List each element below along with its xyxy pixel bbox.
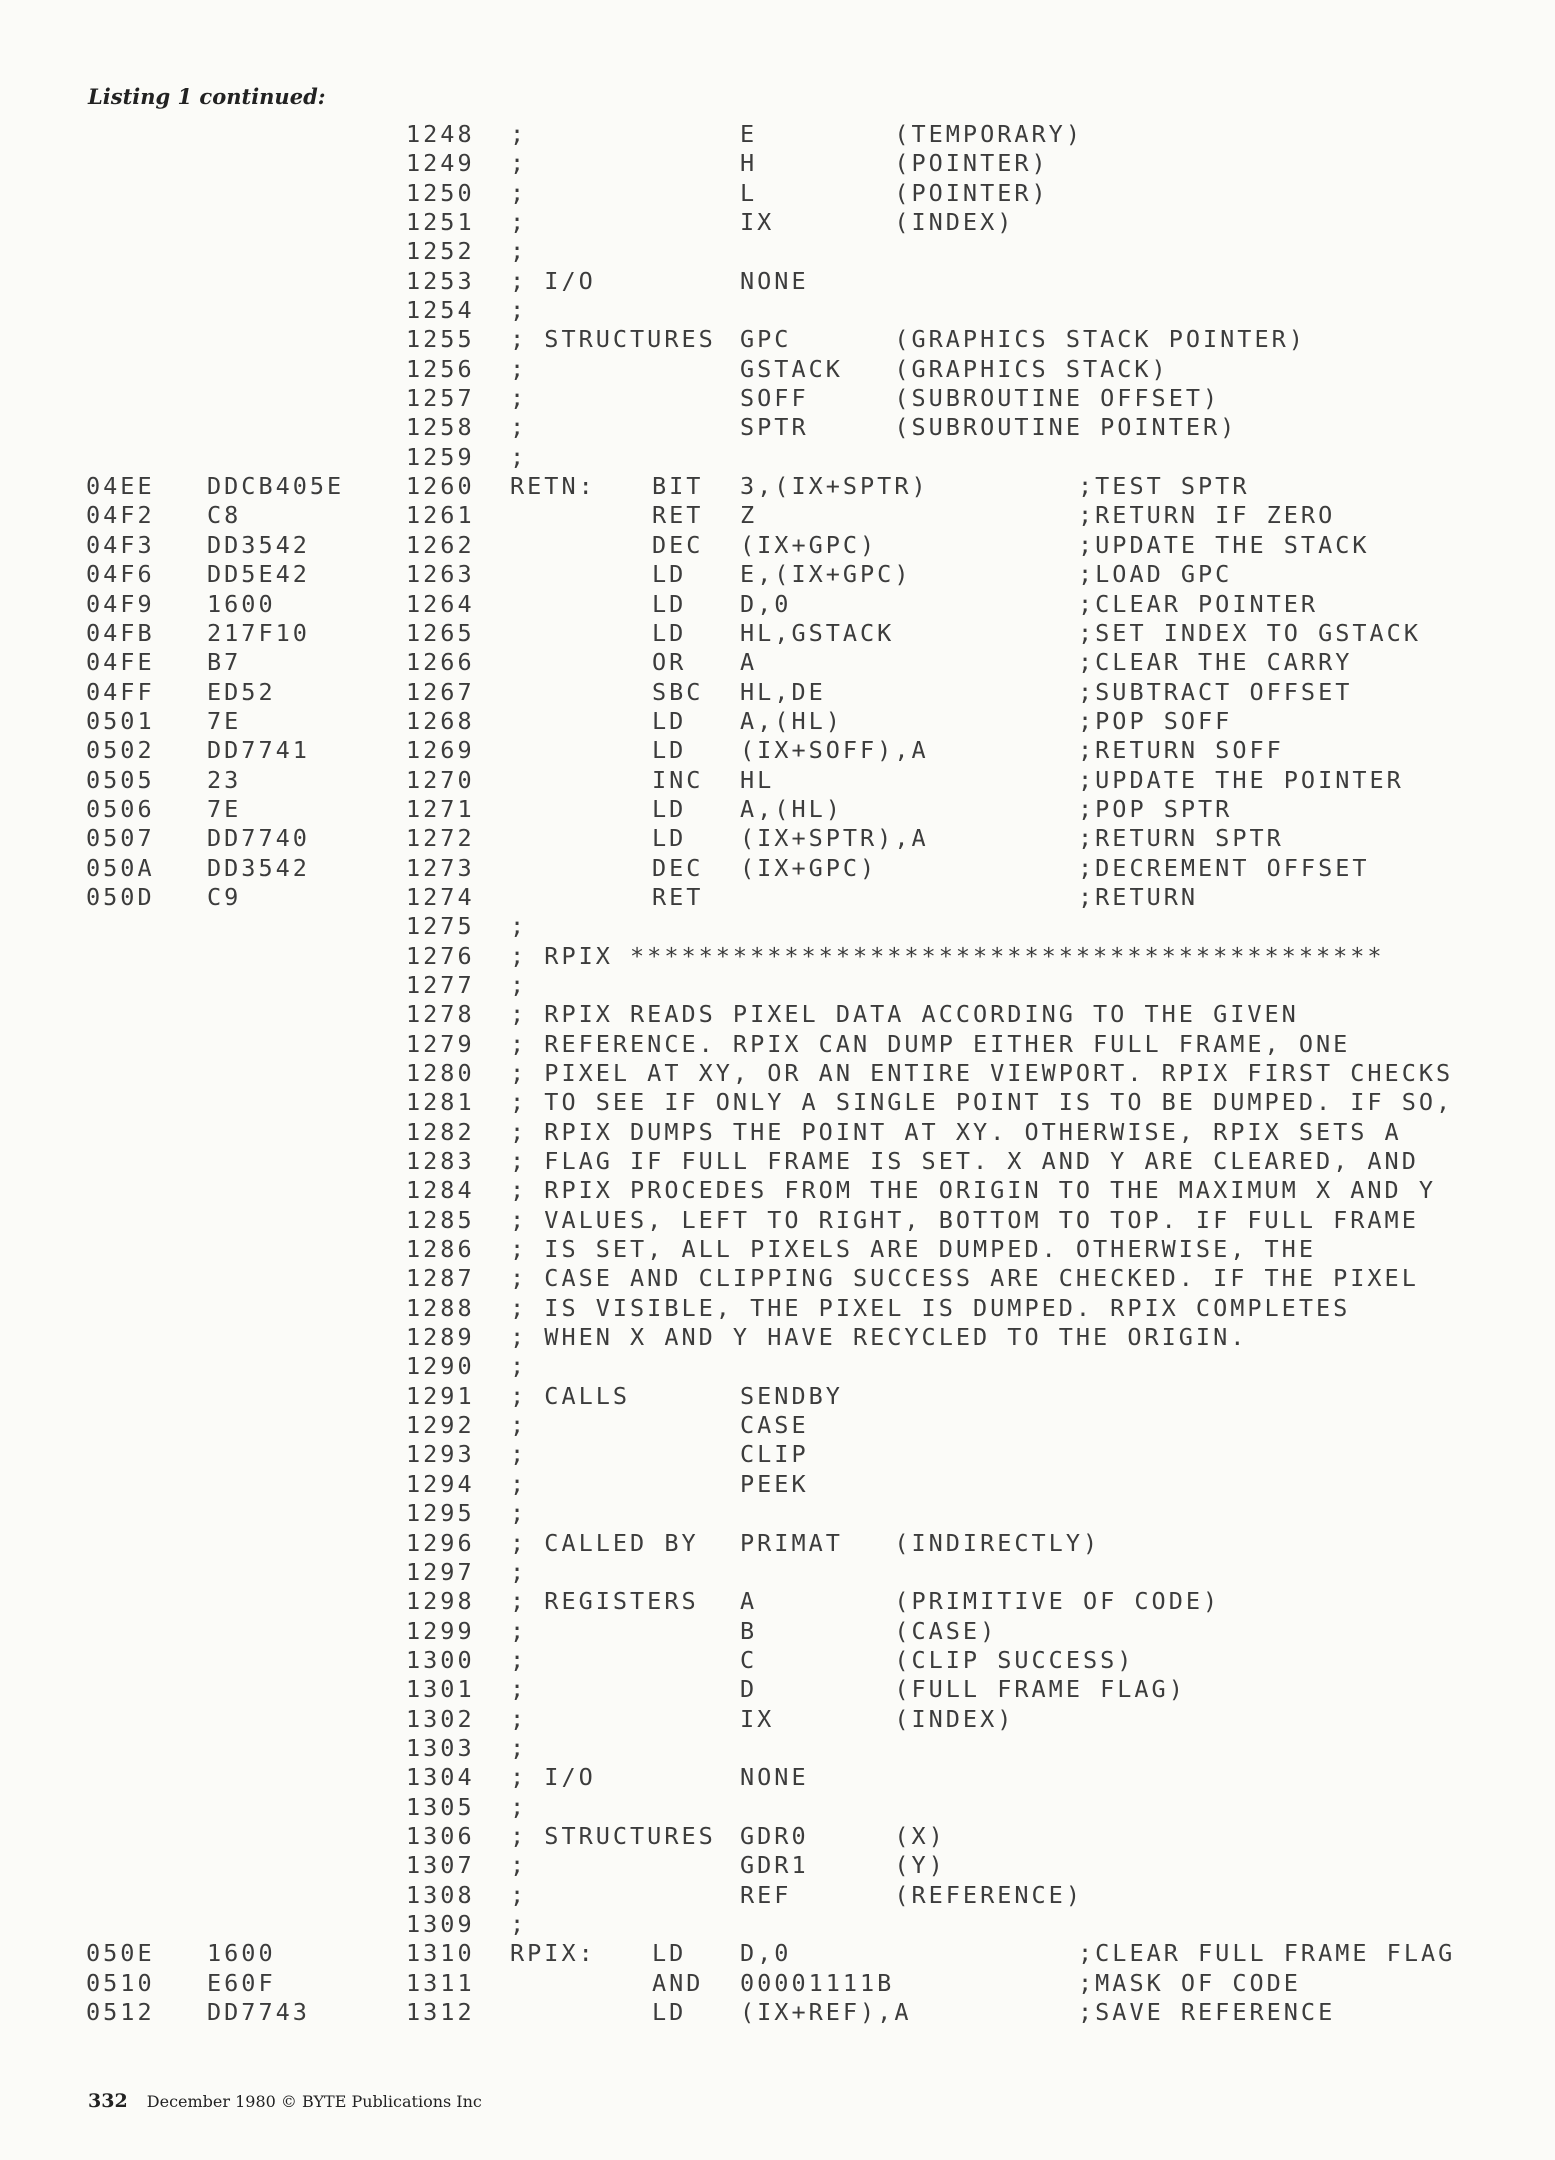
label: ; bbox=[510, 912, 528, 941]
listing-line bbox=[0, 1969, 1555, 1998]
address: 04F3 bbox=[86, 530, 155, 559]
line-number: 1263 bbox=[406, 560, 475, 589]
label: ; bbox=[510, 1616, 528, 1645]
listing-line bbox=[0, 1088, 1555, 1117]
listing-line bbox=[0, 736, 1555, 765]
listing-line bbox=[0, 1910, 1555, 1939]
address: 0506 bbox=[86, 794, 155, 823]
label: ; REGISTERS bbox=[510, 1587, 699, 1616]
listing-line bbox=[0, 1558, 1555, 1587]
line-number: 1292 bbox=[406, 1411, 475, 1440]
address: 0512 bbox=[86, 1998, 155, 2026]
comment: ;DECREMENT OFFSET bbox=[1078, 853, 1370, 882]
operand: (IX+REF),A bbox=[740, 1998, 912, 2026]
label: RETN: bbox=[510, 472, 596, 501]
opcode: SBC bbox=[652, 677, 704, 706]
line-number: 1251 bbox=[406, 208, 475, 237]
address: 04FE bbox=[86, 648, 155, 677]
line-number: 1307 bbox=[406, 1851, 475, 1880]
listing-line bbox=[0, 1000, 1555, 1029]
line-number: 1254 bbox=[406, 296, 475, 325]
line-number: 1291 bbox=[406, 1381, 475, 1410]
label: ; bbox=[510, 149, 528, 178]
comment: ;MASK OF CODE bbox=[1078, 1968, 1301, 1997]
line-number: 1297 bbox=[406, 1557, 475, 1586]
object-code: 7E bbox=[207, 706, 242, 735]
listing-line bbox=[0, 1411, 1555, 1440]
object-code: E60F bbox=[207, 1968, 276, 1997]
listing-line bbox=[0, 678, 1555, 707]
comment: ;SET INDEX TO GSTACK bbox=[1078, 618, 1421, 647]
line-number: 1262 bbox=[406, 530, 475, 559]
line-number: 1302 bbox=[406, 1704, 475, 1733]
listing-line bbox=[0, 854, 1555, 883]
line-number: 1286 bbox=[406, 1235, 475, 1264]
listing-line bbox=[0, 179, 1555, 208]
label: ; bbox=[510, 1909, 528, 1938]
listing-line bbox=[0, 560, 1555, 589]
comment: ;POP SPTR bbox=[1078, 794, 1233, 823]
listing-line bbox=[0, 1352, 1555, 1381]
listing-line bbox=[0, 384, 1555, 413]
operand: (IX+SOFF),A bbox=[740, 736, 929, 765]
operand: A,(HL) bbox=[740, 794, 843, 823]
listing-line bbox=[0, 648, 1555, 677]
comment: ;UPDATE THE POINTER bbox=[1078, 765, 1404, 794]
operand: A bbox=[740, 648, 758, 677]
address: 050D bbox=[86, 882, 155, 911]
opcode: BIT bbox=[652, 472, 704, 501]
operand: CLIP bbox=[740, 1440, 809, 1469]
label: ; I/O bbox=[510, 266, 596, 295]
address: 0510 bbox=[86, 1968, 155, 1997]
comment: ;RETURN IF ZERO bbox=[1078, 501, 1336, 530]
object-code: 217F10 bbox=[207, 618, 310, 647]
address: 04F6 bbox=[86, 560, 155, 589]
line-number: 1296 bbox=[406, 1528, 475, 1557]
label: ; TO SEE IF ONLY A SINGLE POINT IS TO BE DUMPED. IF SO, bbox=[510, 1088, 1454, 1117]
label: ; CASE AND CLIPPING SUCCESS ARE CHECKED. IF THE PIXEL bbox=[510, 1264, 1419, 1293]
label: RPIX: bbox=[510, 1939, 596, 1968]
listing-caption: Listing 1 continued: bbox=[88, 84, 326, 109]
listing-line bbox=[0, 149, 1555, 178]
label: ; bbox=[510, 120, 528, 148]
label: ; IS SET, ALL PIXELS ARE DUMPED. OTHERWISE, THE bbox=[510, 1235, 1316, 1264]
object-code: DD5E42 bbox=[207, 560, 310, 589]
listing-line bbox=[0, 443, 1555, 472]
address: 04EE bbox=[86, 472, 155, 501]
opcode: LD bbox=[652, 560, 687, 589]
line-number: 1311 bbox=[406, 1968, 475, 1997]
listing-line bbox=[0, 120, 1555, 149]
operand: PEEK bbox=[740, 1469, 809, 1498]
line-number: 1293 bbox=[406, 1440, 475, 1469]
listing-line bbox=[0, 1235, 1555, 1264]
line-number: 1312 bbox=[406, 1998, 475, 2026]
label: ; FLAG IF FULL FRAME IS SET. X AND Y ARE CLEARED, AND bbox=[510, 1147, 1419, 1176]
line-number: 1276 bbox=[406, 941, 475, 970]
page-number: 332 bbox=[88, 2090, 128, 2112]
listing-line bbox=[0, 824, 1555, 853]
listing-line bbox=[0, 1822, 1555, 1851]
opcode: DEC bbox=[652, 530, 704, 559]
opcode: LD bbox=[652, 736, 687, 765]
line-number: 1249 bbox=[406, 149, 475, 178]
address: 0501 bbox=[86, 706, 155, 735]
operand: (IX+SPTR),A bbox=[740, 824, 929, 853]
listing-line bbox=[0, 1793, 1555, 1822]
operand: REF (REFERENCE) bbox=[740, 1880, 1083, 1909]
line-number: 1288 bbox=[406, 1293, 475, 1322]
label: ; bbox=[510, 178, 528, 207]
label: ; bbox=[510, 237, 528, 266]
operand: D,0 bbox=[740, 589, 792, 618]
label: ; STRUCTURES bbox=[510, 1821, 716, 1850]
line-number: 1277 bbox=[406, 970, 475, 999]
operand: (IX+GPC) bbox=[740, 530, 878, 559]
line-number: 1271 bbox=[406, 794, 475, 823]
comment: ;RETURN SOFF bbox=[1078, 736, 1284, 765]
listing-line bbox=[0, 619, 1555, 648]
operand: E,(IX+GPC) bbox=[740, 560, 912, 589]
line-number: 1284 bbox=[406, 1176, 475, 1205]
line-number: 1250 bbox=[406, 178, 475, 207]
line-number: 1266 bbox=[406, 648, 475, 677]
label: ; bbox=[510, 1733, 528, 1762]
operand: 3,(IX+SPTR) bbox=[740, 472, 929, 501]
operand: HL,DE bbox=[740, 677, 826, 706]
listing-line bbox=[0, 1617, 1555, 1646]
object-code: DD7740 bbox=[207, 824, 310, 853]
label: ; IS VISIBLE, THE PIXEL IS DUMPED. RPIX COMPLETES bbox=[510, 1293, 1351, 1322]
label: ; bbox=[510, 1880, 528, 1909]
line-number: 1264 bbox=[406, 589, 475, 618]
line-number: 1275 bbox=[406, 912, 475, 941]
label: ; WHEN X AND Y HAVE RECYCLED TO THE ORIGIN. bbox=[510, 1323, 1248, 1352]
object-code: 7E bbox=[207, 794, 242, 823]
comment: ;SAVE REFERENCE bbox=[1078, 1998, 1336, 2026]
opcode: AND bbox=[652, 1968, 704, 1997]
listing-line bbox=[0, 590, 1555, 619]
label: ; bbox=[510, 1557, 528, 1586]
listing-line bbox=[0, 1382, 1555, 1411]
address: 0507 bbox=[86, 824, 155, 853]
comment: ;CLEAR POINTER bbox=[1078, 589, 1319, 618]
line-number: 1272 bbox=[406, 824, 475, 853]
listing-line bbox=[0, 237, 1555, 266]
address: 050E bbox=[86, 1939, 155, 1968]
listing-line bbox=[0, 883, 1555, 912]
listing-line bbox=[0, 1675, 1555, 1704]
line-number: 1248 bbox=[406, 120, 475, 148]
address: 04FB bbox=[86, 618, 155, 647]
listing-line bbox=[0, 1499, 1555, 1528]
object-code: DDCB405E bbox=[207, 472, 345, 501]
operand: SPTR (SUBROUTINE POINTER) bbox=[740, 413, 1238, 442]
address: 050A bbox=[86, 853, 155, 882]
line-number: 1283 bbox=[406, 1147, 475, 1176]
listing-line bbox=[0, 707, 1555, 736]
object-code: C8 bbox=[207, 501, 242, 530]
operand: L (POINTER) bbox=[740, 178, 1049, 207]
label: ; REFERENCE. RPIX CAN DUMP EITHER FULL FRAME, ONE bbox=[510, 1029, 1351, 1058]
label: ; RPIX DUMPS THE POINT AT XY. OTHERWISE, RPIX SETS A bbox=[510, 1117, 1402, 1146]
opcode: LD bbox=[652, 824, 687, 853]
operand: A,(HL) bbox=[740, 706, 843, 735]
label: ; STRUCTURES bbox=[510, 325, 716, 354]
comment: ;CLEAR FULL FRAME FLAG bbox=[1078, 1939, 1456, 1968]
line-number: 1252 bbox=[406, 237, 475, 266]
line-number: 1267 bbox=[406, 677, 475, 706]
opcode: LD bbox=[652, 794, 687, 823]
operand: SOFF (SUBROUTINE OFFSET) bbox=[740, 384, 1221, 413]
operand: GDR0 (X) bbox=[740, 1821, 946, 1850]
line-number: 1268 bbox=[406, 706, 475, 735]
label: ; CALLS bbox=[510, 1381, 631, 1410]
listing-line bbox=[0, 296, 1555, 325]
label: ; bbox=[510, 1675, 528, 1704]
label: ; bbox=[510, 1411, 528, 1440]
opcode: RET bbox=[652, 501, 704, 530]
line-number: 1290 bbox=[406, 1352, 475, 1381]
label: ; bbox=[510, 1792, 528, 1821]
label: ; PIXEL AT XY, OR AN ENTIRE VIEWPORT. RPIX FIRST CHECKS bbox=[510, 1059, 1454, 1087]
line-number: 1270 bbox=[406, 765, 475, 794]
comment: ;LOAD GPC bbox=[1078, 560, 1233, 589]
object-code: DD7743 bbox=[207, 1998, 310, 2026]
listing-line bbox=[0, 531, 1555, 560]
line-number: 1308 bbox=[406, 1880, 475, 1909]
object-code: C9 bbox=[207, 882, 242, 911]
label: ; VALUES, LEFT TO RIGHT, BOTTOM TO TOP. IF FULL FRAME bbox=[510, 1205, 1419, 1234]
operand: NONE bbox=[740, 266, 809, 295]
line-number: 1258 bbox=[406, 413, 475, 442]
footer-credit: December 1980 © BYTE Publications Inc bbox=[146, 2092, 482, 2111]
opcode: LD bbox=[652, 1939, 687, 1968]
listing-line bbox=[0, 1763, 1555, 1792]
listing-line bbox=[0, 413, 1555, 442]
label: ; bbox=[510, 354, 528, 383]
operand: E (TEMPORARY) bbox=[740, 120, 1083, 148]
object-code: B7 bbox=[207, 648, 242, 677]
label: ; bbox=[510, 1440, 528, 1469]
line-number: 1301 bbox=[406, 1675, 475, 1704]
listing-line bbox=[0, 1705, 1555, 1734]
page-footer bbox=[88, 2090, 482, 2112]
listing-line bbox=[0, 1118, 1555, 1147]
operand: HL bbox=[740, 765, 775, 794]
listing-line bbox=[0, 1030, 1555, 1059]
listing-line bbox=[0, 1529, 1555, 1558]
line-number: 1269 bbox=[406, 736, 475, 765]
line-number: 1303 bbox=[406, 1733, 475, 1762]
line-number: 1255 bbox=[406, 325, 475, 354]
label: ; bbox=[510, 1704, 528, 1733]
listing-line bbox=[0, 1646, 1555, 1675]
label: ; bbox=[510, 1499, 528, 1528]
label: ; bbox=[510, 1352, 528, 1381]
address: 04F2 bbox=[86, 501, 155, 530]
object-code: DD3542 bbox=[207, 530, 310, 559]
opcode: LD bbox=[652, 1998, 687, 2026]
operand: IX (INDEX) bbox=[740, 1704, 1015, 1733]
line-number: 1306 bbox=[406, 1821, 475, 1850]
line-number: 1256 bbox=[406, 354, 475, 383]
label: ; bbox=[510, 970, 528, 999]
line-number: 1294 bbox=[406, 1469, 475, 1498]
operand: GPC (GRAPHICS STACK POINTER) bbox=[740, 325, 1306, 354]
comment: ;RETURN SPTR bbox=[1078, 824, 1284, 853]
label: ; CALLED BY bbox=[510, 1528, 699, 1557]
line-number: 1261 bbox=[406, 501, 475, 530]
listing-line bbox=[0, 1851, 1555, 1880]
listing-line bbox=[0, 971, 1555, 1000]
line-number: 1304 bbox=[406, 1763, 475, 1792]
address: 0505 bbox=[86, 765, 155, 794]
listing-line bbox=[0, 1998, 1555, 2027]
line-number: 1274 bbox=[406, 882, 475, 911]
comment: ;UPDATE THE STACK bbox=[1078, 530, 1370, 559]
operand: SENDBY bbox=[740, 1381, 843, 1410]
operand: IX (INDEX) bbox=[740, 208, 1015, 237]
listing-line bbox=[0, 1734, 1555, 1763]
line-number: 1285 bbox=[406, 1205, 475, 1234]
line-number: 1282 bbox=[406, 1117, 475, 1146]
operand: C (CLIP SUCCESS) bbox=[740, 1645, 1135, 1674]
line-number: 1309 bbox=[406, 1909, 475, 1938]
line-number: 1295 bbox=[406, 1499, 475, 1528]
comment: ;RETURN bbox=[1078, 882, 1199, 911]
label: ; bbox=[510, 1469, 528, 1498]
line-number: 1299 bbox=[406, 1616, 475, 1645]
line-number: 1260 bbox=[406, 472, 475, 501]
code-listing bbox=[0, 120, 1555, 2027]
listing-line bbox=[0, 1176, 1555, 1205]
operand: HL,GSTACK bbox=[740, 618, 895, 647]
operand: D (FULL FRAME FLAG) bbox=[740, 1675, 1186, 1704]
listing-line bbox=[0, 208, 1555, 237]
label: ; bbox=[510, 1645, 528, 1674]
line-number: 1278 bbox=[406, 1000, 475, 1029]
listing-line bbox=[0, 912, 1555, 941]
operand: GDR1 (Y) bbox=[740, 1851, 946, 1880]
listing-line bbox=[0, 1323, 1555, 1352]
object-code: 23 bbox=[207, 765, 242, 794]
listing-line bbox=[0, 325, 1555, 354]
operand: NONE bbox=[740, 1763, 809, 1792]
object-code: 1600 bbox=[207, 589, 276, 618]
listing-line bbox=[0, 1264, 1555, 1293]
line-number: 1281 bbox=[406, 1088, 475, 1117]
opcode: LD bbox=[652, 706, 687, 735]
comment: ;SUBTRACT OFFSET bbox=[1078, 677, 1353, 706]
object-code: DD7741 bbox=[207, 736, 310, 765]
label: ; bbox=[510, 413, 528, 442]
listing-line bbox=[0, 472, 1555, 501]
operand: D,0 bbox=[740, 1939, 792, 1968]
operand: (IX+GPC) bbox=[740, 853, 878, 882]
listing-line bbox=[0, 1939, 1555, 1968]
label: ; bbox=[510, 296, 528, 325]
operand: GSTACK (GRAPHICS STACK) bbox=[740, 354, 1169, 383]
operand: B (CASE) bbox=[740, 1616, 998, 1645]
label: ; bbox=[510, 1851, 528, 1880]
label: ; RPIX ******************************************** bbox=[510, 941, 1385, 970]
object-code: 1600 bbox=[207, 1939, 276, 1968]
opcode: LD bbox=[652, 618, 687, 647]
label: ; RPIX READS PIXEL DATA ACCORDING TO THE GIVEN bbox=[510, 1000, 1299, 1029]
opcode: INC bbox=[652, 765, 704, 794]
opcode: DEC bbox=[652, 853, 704, 882]
line-number: 1279 bbox=[406, 1029, 475, 1058]
line-number: 1259 bbox=[406, 442, 475, 471]
label: ; bbox=[510, 442, 528, 471]
operand: Z bbox=[740, 501, 758, 530]
line-number: 1298 bbox=[406, 1587, 475, 1616]
line-number: 1300 bbox=[406, 1645, 475, 1674]
listing-line bbox=[0, 501, 1555, 530]
address: 04FF bbox=[86, 677, 155, 706]
comment: ;CLEAR THE CARRY bbox=[1078, 648, 1353, 677]
operand: H (POINTER) bbox=[740, 149, 1049, 178]
line-number: 1305 bbox=[406, 1792, 475, 1821]
listing-line bbox=[0, 1440, 1555, 1469]
line-number: 1287 bbox=[406, 1264, 475, 1293]
listing-line bbox=[0, 1470, 1555, 1499]
listing-line bbox=[0, 1059, 1555, 1088]
listing-line bbox=[0, 355, 1555, 384]
line-number: 1310 bbox=[406, 1939, 475, 1968]
listing-line bbox=[0, 1147, 1555, 1176]
opcode: LD bbox=[652, 589, 687, 618]
operand: A (PRIMITIVE OF CODE) bbox=[740, 1587, 1221, 1616]
opcode: RET bbox=[652, 882, 704, 911]
comment: ;POP SOFF bbox=[1078, 706, 1233, 735]
operand: 00001111B bbox=[740, 1968, 895, 1997]
listing-line bbox=[0, 1294, 1555, 1323]
label: ; bbox=[510, 208, 528, 237]
label: ; RPIX PROCEDES FROM THE ORIGIN TO THE MAXIMUM X AND Y bbox=[510, 1176, 1437, 1205]
label: ; bbox=[510, 384, 528, 413]
listing-line bbox=[0, 942, 1555, 971]
comment: ;TEST SPTR bbox=[1078, 472, 1250, 501]
listing-line bbox=[0, 1881, 1555, 1910]
object-code: ED52 bbox=[207, 677, 276, 706]
opcode: OR bbox=[652, 648, 687, 677]
address: 0502 bbox=[86, 736, 155, 765]
operand: CASE bbox=[740, 1411, 809, 1440]
operand: PRIMAT (INDIRECTLY) bbox=[740, 1528, 1101, 1557]
listing-line bbox=[0, 1587, 1555, 1616]
line-number: 1265 bbox=[406, 618, 475, 647]
line-number: 1253 bbox=[406, 266, 475, 295]
label: ; I/O bbox=[510, 1763, 596, 1792]
listing-line bbox=[0, 766, 1555, 795]
listing-line bbox=[0, 267, 1555, 296]
line-number: 1280 bbox=[406, 1059, 475, 1087]
line-number: 1289 bbox=[406, 1323, 475, 1352]
listing-line bbox=[0, 1206, 1555, 1235]
line-number: 1257 bbox=[406, 384, 475, 413]
address: 04F9 bbox=[86, 589, 155, 618]
listing-line bbox=[0, 795, 1555, 824]
object-code: DD3542 bbox=[207, 853, 310, 882]
line-number: 1273 bbox=[406, 853, 475, 882]
